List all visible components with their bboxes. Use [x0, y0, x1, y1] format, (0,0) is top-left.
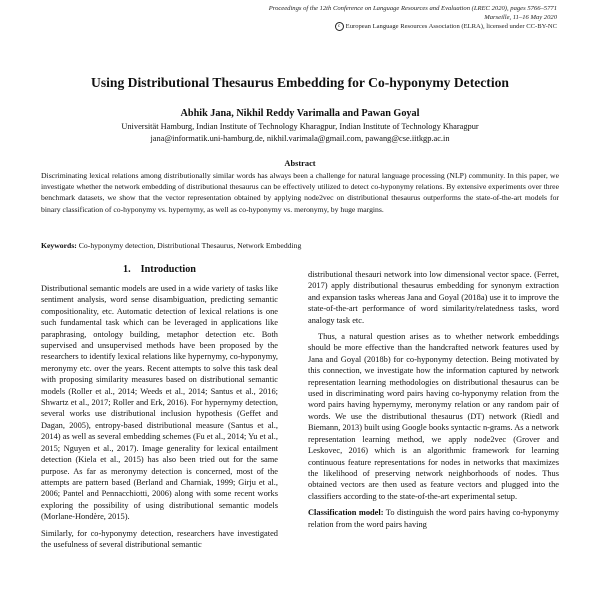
license-text: European Language Resources Association (ELRA), licensed under CC-BY-NC: [345, 23, 557, 31]
emails: jana@informatik.uni-hamburg.de, nikhil.varimala@gmail.com, pawang@cse.iitkgp.ac.in: [150, 133, 450, 143]
left-column: [41, 283, 278, 555]
intro-paragraph-2: Similarly, for co-hyponymy detection, researchers have investigated the usefulness of several distributional semantic: [41, 528, 278, 549]
affiliation-block: [0, 121, 600, 144]
section-heading-introduction: [41, 264, 278, 276]
author-list: Abhik Jana, Nikhil Reddy Varimalla and Pawan Goyal: [180, 108, 420, 119]
proceedings-line-1: Proceedings of the 12th Conference on Language Resources and Evaluation (LREC 2020), pages 5766–5771: [268, 5, 557, 12]
section-title: Introduction: [140, 264, 196, 275]
right-paragraph-2: Thus, a natural question arises as to whether network embeddings should be more effective than the handcrafted network features used by Jana and Goyal (2018b) for co-hyponymy detection. Being motivated by this connection, we investigate how the information captured by network representation learning methodologies on distributional thesaurus can be used in discriminating word pairs having co-hyponymy relation from the word pairs having hypernymy, meronymy relation or any random pair of words. We use the distributional thesaurus (DT) network (Riedl and Biemann, 2013) built using Google books syntactic n-grams. As a network representation learning method, we apply node2vec (Grover and Leskovec, 2016) which is an algorithmic framework for learning continuous feature representations for nodes in networks that maximizes the likelihood of preserving network neighborhoods of nodes. Thus obtained vectors are then used as feature vectors and plugged into the classifiers according to the state-of-the-art experimental setup.: [308, 332, 559, 501]
proceedings-header: [0, 4, 557, 31]
classification-model-text: To distinguish the word pairs having co-hyponymy relation from the word pairs having: [308, 508, 559, 529]
section-number: 1.: [123, 264, 131, 275]
keywords-value: Co-hyponymy detection, Distributional Thesaurus, Network Embedding: [76, 241, 302, 250]
right-paragraph-3: [308, 507, 559, 530]
proceedings-line-3: [0, 22, 557, 31]
proceedings-line-2: Marseille, 11–16 May 2020: [484, 14, 557, 21]
copyright-icon: c: [335, 22, 344, 31]
right-paragraph-1: distributional thesauri network into low dimensional vector space. (Ferret, 2017) apply distributional thesaurus embedding for synonym extraction and expansion tasks whereas Jana and Goyal (2018a) use it to improve the state-of-the-art performance of word similarity/relatedness tasks, word analogy task etc.: [308, 270, 559, 325]
keywords-label: Keywords:: [41, 241, 77, 250]
abstract-heading: Abstract: [284, 159, 316, 168]
paper-title: Using Distributional Thesaurus Embedding for Co-hyponymy Detection: [91, 75, 509, 90]
keywords: [41, 240, 559, 251]
abstract-body: Discriminating lexical relations among distributionally similar words has always been a challenge for natural language processing (NLP) community. In this paper, we investigate whether the network embedding of distributional thesaurus can be effectively utilized to detect co-hyponymy relations. By extensive experiments over three benchmark datasets, we show that the vector representation obtained by applying node2vec on distributional thesaurus outperforms the state-of-the-art models for binary classification of co-hyponymy vs. hypernymy, as well as co-hyponymy vs. meronymy, by huge margins.: [41, 171, 559, 214]
intro-paragraph-1: Distributional semantic models are used in a wide variety of tasks like sentiment analysis, word sense disambiguation, predicting semantic compositionality, etc. Automatic detection of lexical relations is one such fundamental task which can be leveraged in applications like paraphrasing, ontology building, metaphor detection etc. Both supervised and unsupervised methods have been proposed by the researchers to identify lexical relations like hypernymy, co-hyponymy, meronymy etc. over the years. Recent attempts to solve this task deal with proposing similarity measures based on distributional semantic models (Roller et al., 2014; Weeds et al., 2014; Santus et al., 2016; Shwartz et al., 2017; Roller and Erk, 2016). For hypernymy detection, several works use distributional inclusion hypothesis (Geffet and Dagan, 2005), entropy-based distributional measure (Santus et al., 2014) as well as several embedding schemes (Fu et al., 2014; Yu et al., 2015; Nguyen et al., 2017). Image generality for lexical entailment detection (Kiela et al., 2015) has also been tried out for the same purpose. As far as meronymy detection is concerned, most of the attempts are pattern based (Berland and Charniak, 1999; Girju et al., 2006; Pantel and Pennacchiotti, 2006) along with some recent works exploring the possibility of using distributional semantic models (Morlane-Hondère, 2015).: [41, 284, 278, 522]
affiliations: Universität Hamburg, Indian Institute of Technology Kharagpur, Indian Institute of Technology Kharagpur: [121, 122, 479, 131]
right-column: [308, 269, 559, 535]
classification-model-label: Classification model:: [308, 508, 384, 518]
